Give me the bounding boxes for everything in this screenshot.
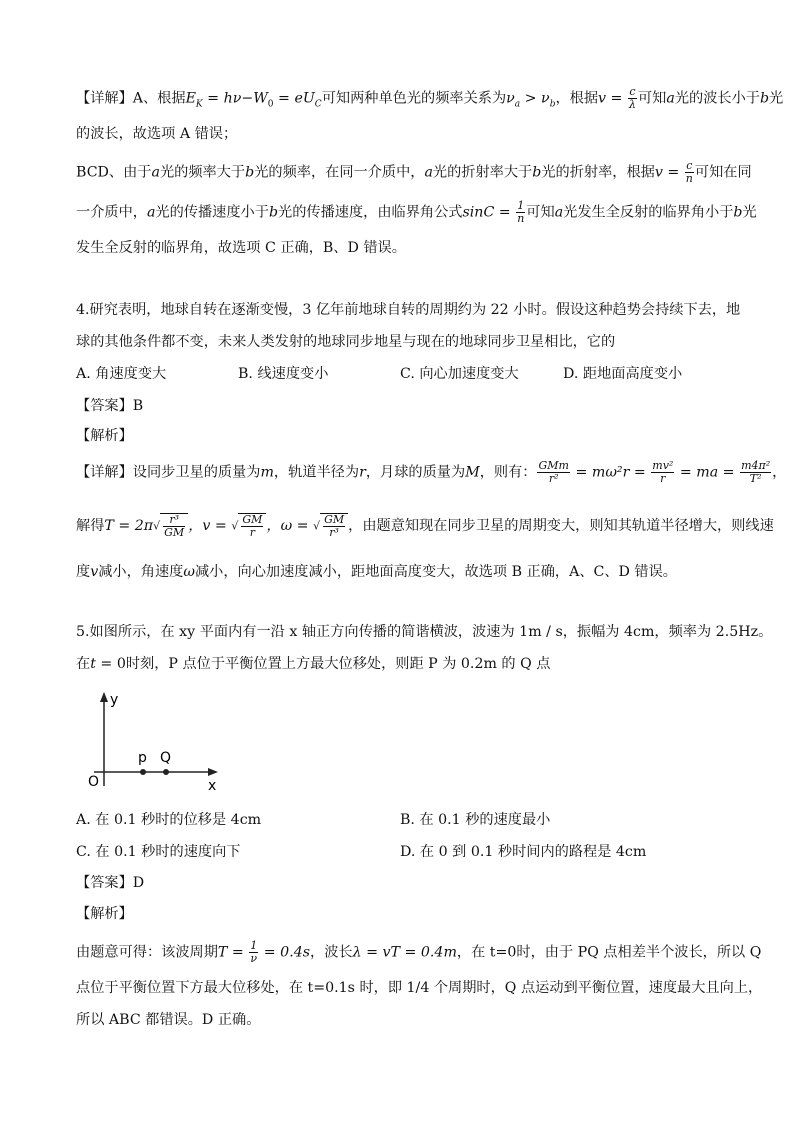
point-q-label: Q [160, 750, 172, 766]
q5-explanation-line-2: 点位于平衡位置下方最大位移处，在 t=0.1s 时，即 1/4 个周期时，Q 点运动到平衡位置，速度最大且向上， [76, 980, 763, 996]
point-p [140, 769, 146, 775]
q5-option-d: D. 在 0 到 0.1 秒时间内的路程是 4cm [400, 844, 647, 860]
fraction-1-nu: $\frac{1}{\nu}$ [250, 939, 258, 965]
fraction-gmm-r2: $\frac{\text{GMm}}{\text{r²}}$ [538, 459, 569, 485]
fraction-m4pi2-t2: $\frac{\text{m4π²}}{\text{T²}}$ [741, 459, 771, 485]
y-axis-label: y [110, 692, 119, 708]
fraction-mv2-r: $\frac{\text{mv²}}{r}$ [652, 459, 674, 485]
q4-detail-line-2: 解得T = 2π√ $\frac{\text{r³}}{GM}$ ，v = √ $\frac{GM}{r}$ ，ω = √ $\frac{GM}{\text{r³}}$ ，由题意知现在同步卫星的周期变大，则知其轨道半径增大，则线速 [76, 513, 774, 539]
q3-detail-line-2: 的波长，故选项 A 错误； [76, 126, 238, 142]
q5-option-b: B. 在 0.1 秒的速度最小 [400, 812, 551, 828]
q5-stem-line-2: 在t = 0时刻，P 点位于平衡位置上方最大位移处，则距 P 为 0.2m 的 Q 点 [76, 656, 551, 672]
fraction-c-lambda: $\frac{c}{\lambda}$ [628, 85, 636, 111]
q4-option-c: C. 向心加速度变大 [400, 366, 519, 382]
sqrt-gm-r: √ $\frac{GM}{r}$ [231, 513, 266, 539]
q3-detail-line-5: 发生全反射的临界角，故选项 C 正确，B、D 错误。 [76, 240, 406, 256]
q3-detail-line-1: 【详解】A、根据$E_K = h\nu-W_0 = eU_C$可知两种单色光的频率关系为$\nu_a > \nu_b$，根据v = $\frac{c}{\lambda}$ 可知a光的波长小于b光 [76, 85, 784, 111]
sqrt-r3-gm: √ $\frac{\text{r³}}{GM}$ [153, 513, 188, 539]
q5-explanation-line-1: 由题意可得：该波周期T = $\frac{1}{\nu}$ = 0.4s，波长λ = vT = 0.4m，在 t=0时，由于 PQ 点相差半个波长，所以 Q [76, 939, 762, 965]
origin-label: O [88, 774, 100, 790]
fraction-1-n: $\frac{1}{n}$ [517, 199, 525, 225]
q5-explanation-line-3: 所以 ABC 都错误。D 正确。 [76, 1012, 261, 1028]
q5-option-a: A. 在 0.1 秒时的位移是 4cm [76, 812, 262, 828]
wave-diagram [80, 690, 230, 794]
q4-stem-line-1: 4.研究表明，地球自转在逐渐变慢，3 亿年前地球自转的周期约为 22 小时。假设这种趋势会持续下去，地 [76, 302, 741, 318]
q5-answer: 【答案】D [76, 875, 145, 891]
x-axis-arrow-icon [208, 768, 218, 776]
q3-detail-line-3: BCD、由于a光的频率大于b光的频率，在同一介质中，a光的折射率大于b光的折射率，根据v = $\frac{c}{n}$ 可知在同 [76, 159, 752, 185]
q4-option-d: D. 距地面高度变小 [563, 366, 683, 382]
q4-detail-line-3: 度v减小，角速度ω减小，向心加速度减小，距地面高度变大，故选项 B 正确，A、C、D 错误。 [76, 564, 677, 580]
y-axis-arrow-icon [100, 692, 108, 702]
x-axis-label: x [208, 778, 217, 794]
q4-option-a: A. 角速度变大 [76, 366, 167, 382]
point-q [163, 769, 169, 775]
q4-detail-line-1: 【详解】设同步卫星的质量为m，轨道半径为r，月球的质量为M，则有： $\frac{\text{GMm}}{\text{r²}}$ = mω²r = $\frac{\text{mv²}}{r}$ = ma = $\frac{\text{m4π²}}{\text{T²}}$ ， [76, 459, 787, 485]
formula-ek: E [185, 90, 196, 107]
q3-detail-line-4: 一介质中，a光的传播速度小于b光的传播速度，由临界角公式sinC = $\frac{1}{n}$ 可知a光发生全反射的临界角小于b光 [76, 199, 757, 225]
sqrt-gm-r3: √ $\frac{GM}{\text{r³}}$ [313, 513, 348, 539]
q5-option-c: C. 在 0.1 秒时的速度向下 [76, 844, 241, 860]
q4-stem-line-2: 球的其他条件都不变，未来人类发射的地球同步地星与现在的地球同步卫星相比，它的 [76, 334, 616, 350]
q4-answer: 【答案】B [76, 398, 144, 414]
q4-option-b: B. 线速度变小 [238, 366, 329, 382]
q5-stem-line-1: 5.如图所示，在 xy 平面内有一沿 x 轴正方向传播的简谐横波，波速为 1m / s，振幅为 4cm，频率为 2.5Hz。 [76, 624, 773, 640]
point-p-label: p [138, 750, 147, 766]
q5-analysis-heading: 【解析】 [76, 906, 133, 922]
fraction-c-n: $\frac{c}{n}$ [685, 159, 693, 185]
q4-analysis-heading: 【解析】 [76, 428, 133, 444]
